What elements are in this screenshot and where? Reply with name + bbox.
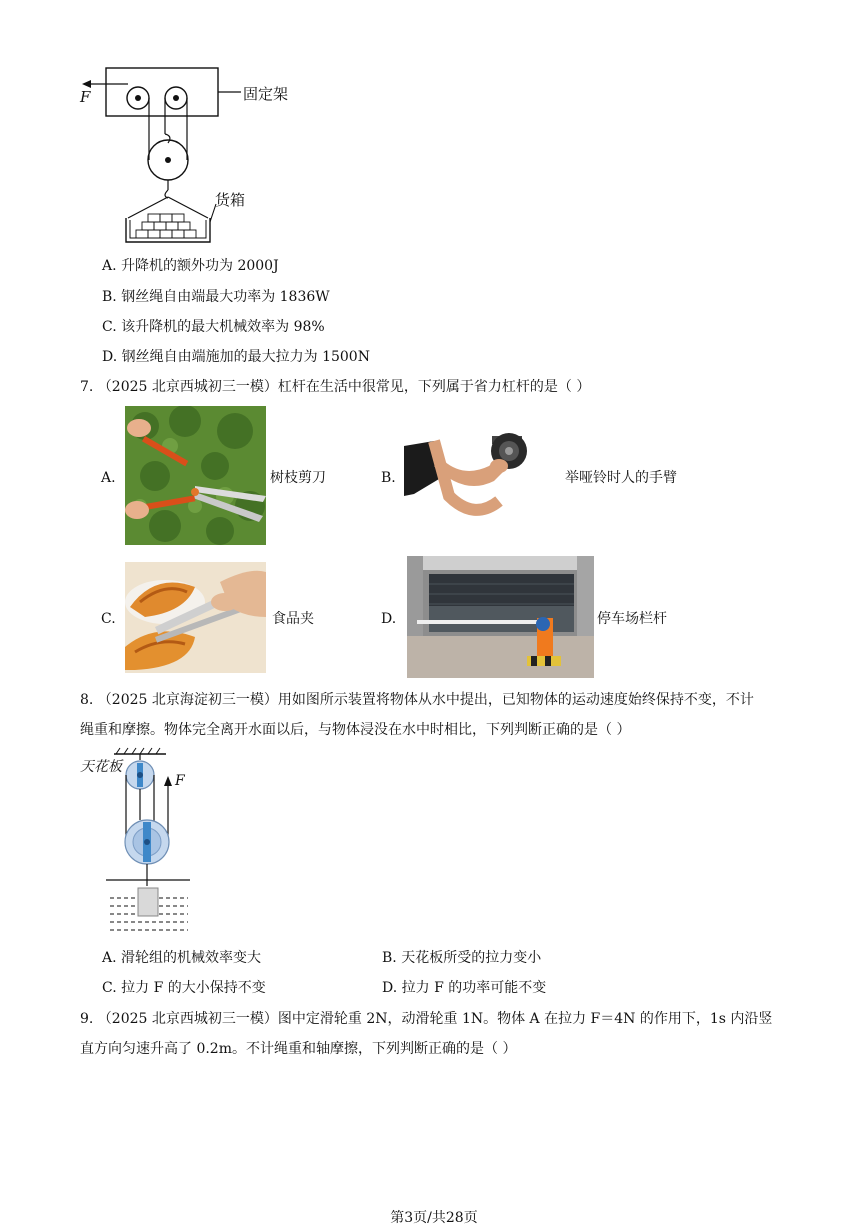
q6-option-c: C. 该升降机的最大机械效率为 98% bbox=[102, 319, 325, 335]
hedge-shears-photo bbox=[125, 406, 266, 545]
page-footer: 第3页/共28页 bbox=[390, 1210, 478, 1226]
q6-option-b: B. 钢丝绳自由端最大功率为 1836W bbox=[102, 289, 330, 305]
q7-option-b-label: 举哑铃时人的手臂 bbox=[565, 470, 677, 486]
q7-stem: 7. （2025 北京西城初三一模）杠杆在生活中很常见，下列属于省力杠杆的是（ ） bbox=[80, 379, 591, 395]
q7-option-d-letter: D. bbox=[381, 611, 397, 627]
q8-option-d: D. 拉力 F 的功率可能不变 bbox=[382, 980, 547, 996]
q7-option-c-letter: C. bbox=[101, 611, 116, 627]
dumbbell-arm-photo bbox=[404, 426, 544, 524]
q8-option-b: B. 天花板所受的拉力变小 bbox=[382, 950, 542, 966]
q7-option-c-label: 食品夹 bbox=[272, 611, 314, 627]
parking-barrier-photo bbox=[407, 556, 594, 678]
q9-stem-line1: 9. （2025 北京西城初三一模）图中定滑轮重 2N，动滑轮重 1N。物体 A 在拉力 F＝4N 的作用下，1s 内沿竖 bbox=[80, 1011, 773, 1027]
q9-stem-line2: 直方向匀速升高了 0.2m。不计绳重和轴摩擦，下列判断正确的是（ ） bbox=[80, 1041, 517, 1057]
q8-ceiling-label: 天花板 bbox=[80, 759, 122, 775]
q6-option-a: A. 升降机的额外功为 2000J bbox=[102, 258, 279, 274]
q6-option-d: D. 钢丝绳自由端施加的最大拉力为 1500N bbox=[102, 349, 370, 365]
fig1-force-label: F bbox=[80, 88, 91, 106]
fig1-frame-label: 固定架 bbox=[243, 85, 289, 103]
food-tongs-photo bbox=[125, 562, 266, 673]
q8-option-a: A. 滑轮组的机械效率变大 bbox=[102, 950, 262, 966]
q8-stem-line1: 8. （2025 北京海淀初三一模）用如图所示装置将物体从水中提出，已知物体的运动速度始终保持不变，不计 bbox=[80, 692, 754, 708]
q8-force-label: F bbox=[175, 773, 185, 789]
q8-option-c: C. 拉力 F 的大小保持不变 bbox=[102, 980, 266, 996]
q7-option-a-label: 树枝剪刀 bbox=[270, 470, 326, 486]
q7-option-b-letter: B. bbox=[381, 470, 396, 486]
q8-stem-line2: 绳重和摩擦。物体完全离开水面以后，与物体浸没在水中时相比，下列判断正确的是（ ） bbox=[80, 722, 631, 738]
q7-option-d-label: 停车场栏杆 bbox=[597, 611, 667, 627]
fig1-box-label: 货箱 bbox=[215, 191, 246, 209]
q7-option-a-letter: A. bbox=[101, 470, 116, 486]
